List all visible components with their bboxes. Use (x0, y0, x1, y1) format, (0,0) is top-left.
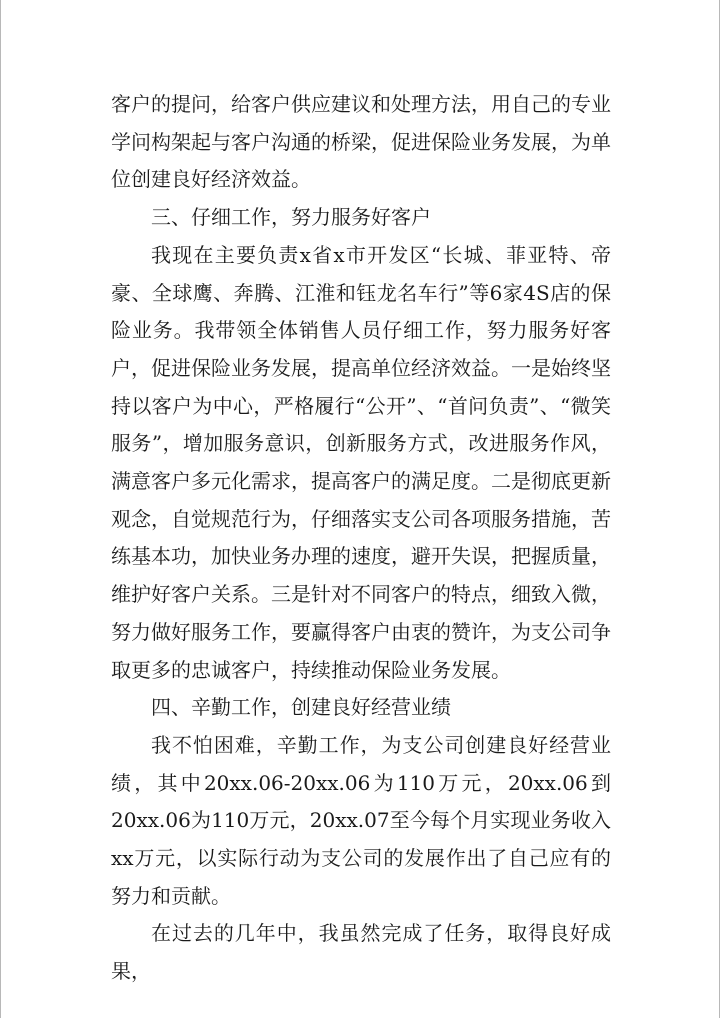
paragraph-performance: 我不怕困难，辛勤工作，为支公司创建良好经营业绩，其中20xx.06-20xx.06为110万元，20xx.06到20xx.06为110万元，20xx.07至今每个月实现业务收入xx万元，以实际行动为支公司的发展作出了自己应有的努力和贡献。 (111, 732, 611, 908)
paragraph-closing: 在过去的几年中，我虽然完成了任务，取得良好成果， (111, 921, 611, 984)
paragraph-continued: 客户的提问，给客户供应建议和处理方法，用自己的专业学问构架起与客户沟通的桥梁，促进保险业务发展，为单位创建良好经济效益。 (111, 92, 611, 192)
section-heading-three: 三、仔细工作，努力服务好客户 (151, 205, 431, 230)
paragraph-customer-service: 我现在主要负责x省x市开发区“长城、菲亚特、帝豪、全球鹰、奔腾、江淮和钰龙名车行”等6家4S店的保险业务。我带领全体销售人员仔细工作，努力服务好客户，促进保险业务发展，提高单位经济效益。一是始终坚持以客户为中心，严格履行“公开”、“首问负责”、“微笑服务”，增加服务意识，创新服务方式，改进服务作风，满意客户多元化需求，提高客户的满足度。二是彻底更新观念，自觉规范行为，仔细落实支公司各项服务措施，苦练基本功，加快业务办理的速度，避开失误，把握质量，维护好客户关系。三是针对不同客户的特点，细致入微，努力做好服务工作，要赢得客户由衷的赞许，为支公司争取更多的忠诚客户，持续推动保险业务发展。 (111, 242, 611, 682)
document-body (111, 86, 611, 991)
section-heading-four: 四、辛勤工作，创建良好经营业绩 (151, 695, 451, 720)
